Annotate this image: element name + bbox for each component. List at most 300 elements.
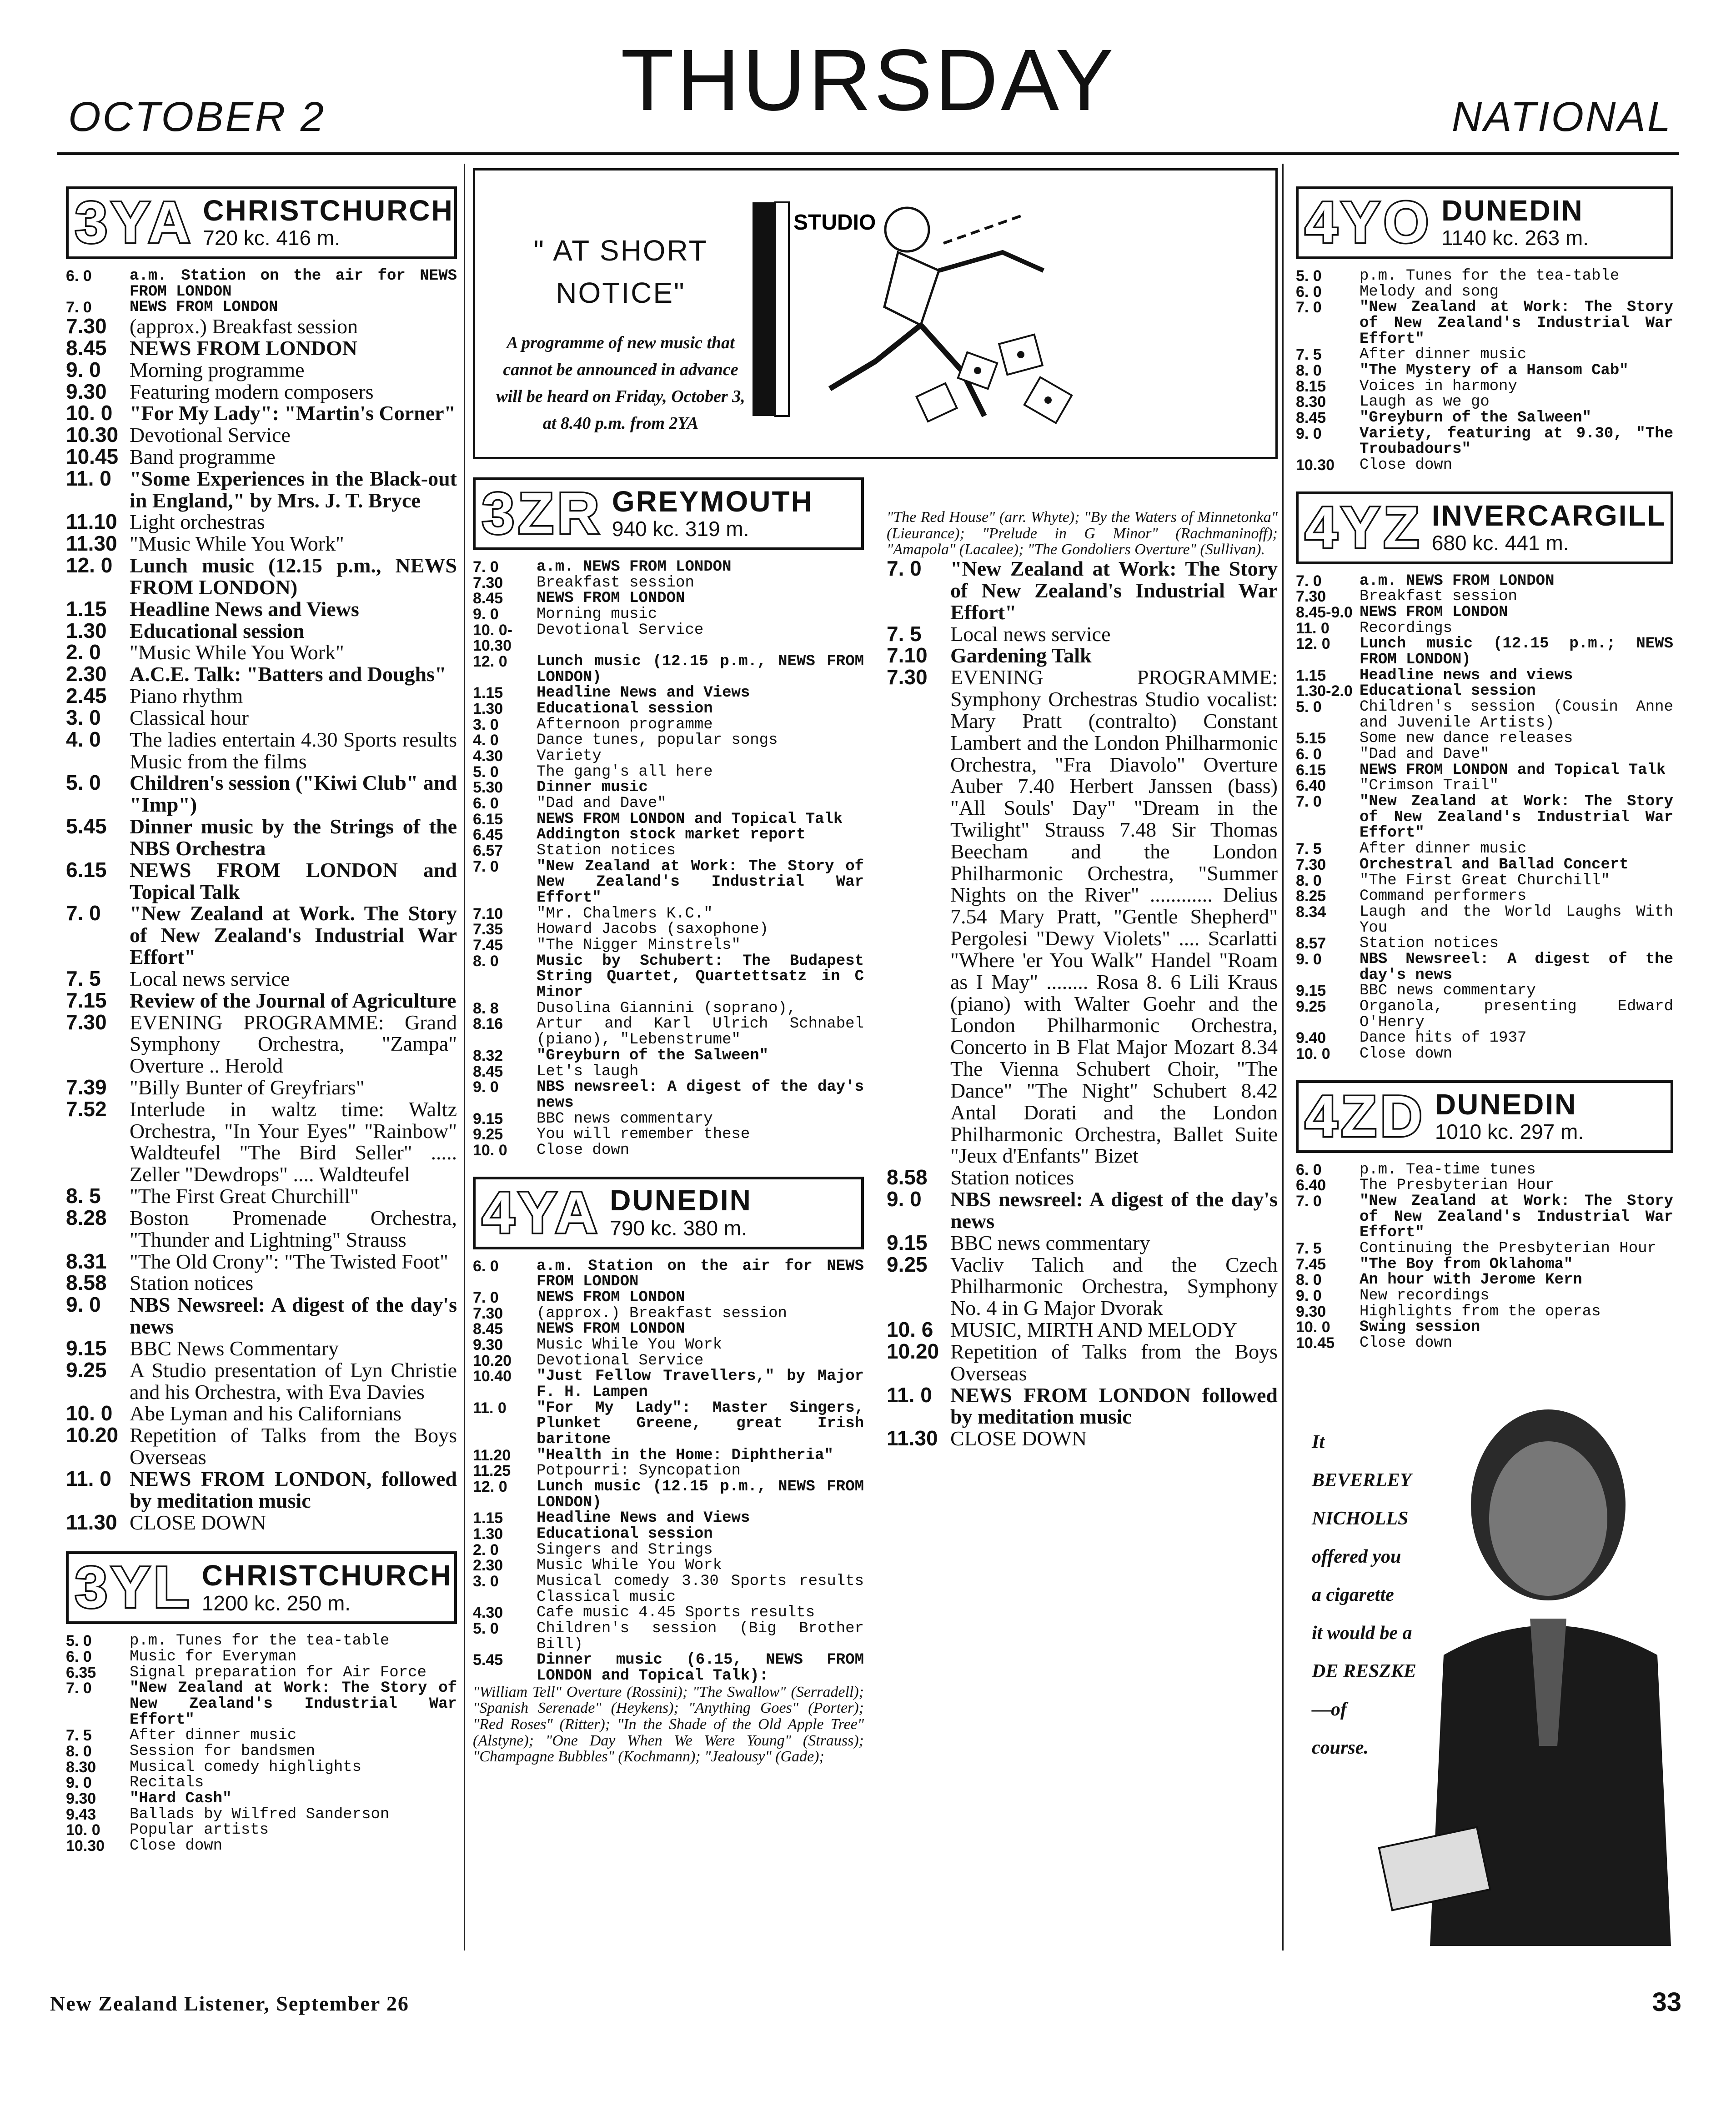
programme-row	[473, 1558, 864, 1574]
programme-time: 9.25	[66, 1358, 107, 1382]
programme-time: 5. 0	[66, 771, 101, 795]
programme-time: 8. 8	[473, 999, 499, 1017]
programme-time: 3. 0	[473, 1572, 499, 1590]
column-divider	[464, 164, 465, 1951]
programme-time: 7.52	[66, 1097, 107, 1121]
programme-time: 6.15	[66, 857, 107, 882]
programme-row	[473, 1353, 864, 1369]
programme-time: 3. 0	[66, 705, 101, 729]
programme-row	[1296, 888, 1673, 904]
programme-row	[66, 268, 457, 300]
programme-row	[473, 1016, 864, 1048]
programme-row	[66, 1822, 457, 1838]
programme-time: 8.58	[66, 1271, 107, 1295]
programme-row	[1296, 1319, 1673, 1335]
programme-title: The ladies entertain 4.30 Sports results Music from the films	[130, 727, 457, 773]
programme-title: a.m. NEWS FROM LONDON	[1360, 572, 1555, 590]
programme-time: 9. 0	[1296, 425, 1322, 442]
programme-title: "For My Lady": Master Singers, Plunket Greene, great Irish baritone	[537, 1399, 864, 1448]
programme-time: 8.32	[473, 1047, 503, 1064]
programme-row	[473, 1448, 864, 1464]
advert-line: offered you	[1312, 1546, 1401, 1567]
programme-title: (approx.) Breakfast session	[537, 1304, 787, 1322]
programme-title: Devotional Service	[130, 423, 291, 447]
programme-row	[473, 701, 864, 717]
programme-title: Light orchestras	[130, 510, 265, 534]
programme-time: 4. 0	[473, 732, 499, 749]
programme-title: NBS Newsreel: A digest of the day's news	[1360, 950, 1673, 984]
programme-row	[66, 1680, 457, 1728]
programme-time: 8.15	[1296, 377, 1326, 395]
programme-time: 7.45	[473, 937, 503, 954]
programme-time: 9.30	[1296, 1303, 1326, 1320]
programme-row	[1296, 1162, 1673, 1178]
programme-time: 8.25	[1296, 888, 1326, 905]
station-city: CHRISTCHURCH	[201, 1559, 453, 1592]
programme-time: 1.15	[66, 597, 107, 621]
programme-time: 7. 5	[887, 622, 922, 646]
programme-title: Organola, presenting Edward O'Henry	[1360, 998, 1673, 1031]
programme-time: 8.28	[66, 1205, 107, 1229]
programme-row	[1296, 605, 1673, 621]
programme-time: 10. 0-10.30	[473, 621, 512, 655]
programme-time: 8. 0	[66, 1743, 92, 1760]
programme-row	[473, 1064, 864, 1080]
programme-time: 11.30	[66, 1510, 117, 1534]
programme-title: Morning music	[537, 606, 657, 623]
programme-time: 9.30	[473, 1336, 503, 1354]
programme-row	[66, 1744, 457, 1760]
programme-row	[1296, 1272, 1673, 1288]
programme-title: Melody and song	[1360, 283, 1499, 301]
programme-time: 6.45	[473, 826, 503, 844]
programme-row	[1296, 268, 1673, 284]
programme-time: 2.45	[66, 684, 107, 708]
column-3	[887, 509, 1278, 1449]
programme-row	[66, 1207, 457, 1251]
programme-row	[66, 1665, 457, 1681]
programme-row	[1296, 573, 1673, 589]
programme-time: 9. 0	[1296, 1287, 1322, 1304]
station-info	[610, 1184, 752, 1242]
programme-row	[66, 1338, 457, 1359]
programme-time: 5. 0	[1296, 698, 1322, 716]
programme-row	[66, 990, 457, 1012]
programme-row	[1296, 857, 1673, 873]
programme-time: 6. 0	[473, 1257, 499, 1275]
programme-row	[473, 859, 864, 906]
programme-row	[473, 1048, 864, 1064]
programme-time: 7.30	[887, 665, 928, 689]
programme-title: NEWS FROM LONDON and Topical Talk	[537, 810, 843, 828]
man-leg	[830, 325, 921, 389]
programme-title: Children's session ("Kiwi Club" and "Imp")	[130, 771, 457, 817]
programme-time: 10. 0	[1296, 1319, 1330, 1336]
programme-title: Dance tunes, popular songs	[537, 732, 778, 749]
advert-line: it would be a	[1312, 1623, 1412, 1644]
programme-title: NEWS FROM LONDON	[537, 1320, 685, 1338]
programme-title: BBC news commentary	[950, 1231, 1150, 1254]
programme-title: Voices in harmony	[1360, 377, 1517, 395]
programme-title: Lunch music (12.15 p.m., NEWS FROM LONDON)	[537, 653, 864, 686]
programme-row	[66, 772, 457, 816]
programme-title: EVENING PROGRAMME: Symphony Orchestras Studio vocalist: Mary Pratt (contralto) Constant Lambert and the London Philharmonic Orchestra, "Fra Diavolo" Overture Auber 7.40 Herbert Janssen (bass) "All Souls' Day" "Dream in the Twilight" Strauss 7.48 Sir Thomas Beecham and the London Philharmonic Orchestra, "Summer Nights on the River" ............ Delius 7.54 Mary Pratt, "Gentle Shepherd" Pergolesi "Dewy Violets" .... Scarlatti "Where 'er You Walk" Handel "Roam as I May" ........ Rosa 8. 6 Lili Kraus (piano) with Walter Goehr and the London Philharmonic Orchestra, Concerto in B Flat Major Mozart 8.34 The Vienna Schubert Choir, "The Dance" "The Night" Schubert 8.42 Antal Dorati and the London Philharmonic Orchestra, Ballet Suite "Jeux d'Enfants" Bizet	[950, 666, 1278, 1168]
programme-time: 7.30	[1296, 856, 1326, 873]
programme-time: 11. 0	[1296, 619, 1330, 637]
programme-title: Vacliv Talich and the Czech Philharmonic Orchestra, Symphony No. 4 in G Major Dvorak	[950, 1253, 1278, 1320]
programme-list	[887, 558, 1278, 1449]
station-callsign: 3YL	[75, 1555, 193, 1620]
programme-row	[473, 1259, 864, 1290]
column-2	[473, 168, 882, 1765]
programme-time: 1.15	[473, 1509, 503, 1527]
programme-time: 6.40	[1296, 777, 1326, 795]
programme-row	[887, 1232, 1278, 1254]
programme-time: 12. 0	[1296, 635, 1330, 653]
programme-time: 2. 0	[66, 640, 101, 664]
advert-line: a cigarette	[1312, 1585, 1394, 1605]
programme-list	[1296, 1162, 1673, 1351]
running-man-illustration	[748, 189, 1121, 443]
programme-row	[1296, 363, 1673, 379]
programme-title: Lunch music (12.15 p.m.; NEWS FROM LONDON)	[1360, 635, 1673, 669]
programme-title: Howard Jacobs (saxophone)	[537, 921, 769, 938]
programme-list	[473, 559, 864, 1158]
programme-row	[887, 623, 1278, 645]
programme-title: MUSIC, MIRTH AND MELODY	[950, 1318, 1238, 1342]
programme-time: 1.15	[473, 684, 503, 702]
programme-title: Variety	[537, 747, 602, 765]
programme-title: Variety, featuring at 9.30, "The Troubadours"	[1360, 425, 1673, 458]
programme-title: Headline News and Views	[537, 684, 750, 702]
programme-row	[1296, 347, 1673, 363]
programme-row	[66, 1077, 457, 1098]
station-city: INVERCARGILL	[1431, 499, 1666, 532]
programme-title: Local news service	[130, 967, 290, 990]
programme-title: Educational session	[537, 700, 713, 718]
programme-row	[66, 1633, 457, 1649]
programme-time: 10. 0	[66, 401, 113, 425]
programme-title: Lunch music (12.15 p.m., NEWS FROM LONDON)	[130, 554, 457, 599]
programme-row	[66, 381, 457, 403]
programme-time: 9. 0	[1296, 950, 1322, 968]
programme-row	[66, 533, 457, 555]
programme-time: 5.30	[473, 779, 503, 797]
programme-title: Devotional Service	[537, 621, 704, 639]
programme-time: 5.45	[66, 814, 107, 838]
programme-time: 8. 0	[1296, 362, 1322, 380]
programme-title: "New Zealand at Work: The Story of New Zealand's Industrial War Effort"	[1360, 299, 1673, 348]
programme-row	[1296, 1304, 1673, 1320]
programme-title: "The Nigger Minstrels"	[537, 937, 741, 954]
station-info	[1435, 1088, 1584, 1146]
programme-row	[473, 622, 864, 654]
programme-title: Orchestral and Ballad Concert	[1360, 856, 1629, 873]
programme-row	[1296, 300, 1673, 347]
programme-time: 8. 0	[1296, 1271, 1322, 1289]
programme-title: p.m. Tunes for the tea-table	[1360, 267, 1620, 285]
programme-row	[473, 1574, 864, 1605]
programme-time: 9.30	[66, 1790, 96, 1808]
programme-row	[1296, 1241, 1673, 1257]
programme-time: 6.40	[1296, 1177, 1326, 1194]
programme-row	[473, 1337, 864, 1353]
programme-time: 7.15	[66, 988, 107, 1012]
station-header	[473, 477, 864, 550]
programme-time: 8.57	[1296, 935, 1326, 953]
programme-time: 6.57	[473, 842, 503, 860]
programme-title: Close down	[1360, 456, 1453, 474]
programme-title: "Hard Cash"	[130, 1790, 232, 1808]
programme-title: Boston Promenade Orchestra, "Thunder and Lightning" Strauss	[130, 1206, 457, 1251]
programme-list	[66, 1633, 457, 1854]
programme-row	[1296, 668, 1673, 684]
page-number: 33	[1652, 1987, 1681, 2017]
programme-time: 8.16	[473, 1015, 503, 1033]
programme-time: 6. 0	[1296, 746, 1322, 763]
programme-time: 7. 0	[887, 557, 922, 581]
programme-title: CLOSE DOWN	[130, 1510, 266, 1534]
programme-title: "Dad and Dave"	[1360, 746, 1490, 763]
programme-title: NEWS FROM LONDON and Topical Talk	[130, 858, 457, 903]
programme-row	[473, 559, 864, 575]
programme-time: 7. 0	[473, 558, 499, 576]
programme-time: 11.10	[66, 510, 117, 534]
programme-time: 7.30	[473, 574, 503, 592]
programme-title: Cafe music 4.45 Sports results	[537, 1604, 815, 1622]
station-3ya	[66, 186, 457, 1533]
programme-row	[473, 748, 864, 764]
programme-row	[66, 620, 457, 642]
programme-row	[1296, 747, 1673, 762]
programme-title: p.m. Tunes for the tea-table	[130, 1632, 390, 1650]
programme-row	[473, 1127, 864, 1143]
station-header	[1296, 1080, 1673, 1153]
programme-row	[473, 1605, 864, 1621]
programme-row	[1296, 457, 1673, 473]
programme-row	[1296, 794, 1673, 841]
programme-time: 9.43	[66, 1805, 96, 1823]
programme-title: Close down	[1360, 1045, 1453, 1063]
programme-title: Close down	[537, 1141, 630, 1159]
advert-line: course.	[1312, 1737, 1369, 1758]
programme-time: 8.30	[66, 1758, 96, 1776]
programme-time: 6.15	[473, 810, 503, 828]
programme-title: Signal preparation for Air Force	[130, 1664, 426, 1681]
man-head	[885, 208, 929, 251]
programme-row	[66, 1760, 457, 1775]
programme-row	[66, 1512, 457, 1534]
programme-time: 8. 0	[473, 952, 499, 970]
ad-title-line: NOTICE"	[556, 276, 686, 309]
column-4	[1296, 168, 1673, 1351]
programme-row	[66, 1468, 457, 1512]
programme-time: 10.30	[66, 1837, 105, 1855]
programme-row	[473, 827, 864, 843]
programme-row	[1296, 1030, 1673, 1046]
programme-time: 9.25	[1296, 998, 1326, 1015]
programme-time: 7. 0	[473, 857, 499, 875]
programme-title: Let's laugh	[537, 1063, 639, 1080]
programme-title: Continuing the Presbyterian Hour	[1360, 1239, 1656, 1257]
programme-title: Station notices	[130, 1271, 254, 1295]
programme-time: 12. 0	[473, 1478, 507, 1495]
programme-time: 5.15	[1296, 730, 1326, 747]
programme-time: 10. 6	[887, 1318, 933, 1342]
programme-time: 11.30	[887, 1426, 938, 1450]
station-info	[202, 1559, 453, 1617]
programme-title: BBC News Commentary	[130, 1336, 339, 1360]
programme-title: Headline News and Views	[130, 597, 359, 621]
station-callsign: 4YZ	[1305, 495, 1423, 560]
programme-time: 9.15	[887, 1230, 928, 1254]
programme-row	[1296, 1178, 1673, 1193]
studio-sign: STUDIO	[793, 211, 876, 235]
programme-row	[1296, 762, 1673, 778]
header-rule	[57, 152, 1679, 155]
station-frequency: 1140 kc. 263 m.	[1441, 226, 1589, 250]
programme-row	[473, 812, 864, 827]
programme-time: 6. 0	[1296, 1161, 1322, 1178]
station-4yo	[1296, 186, 1673, 473]
programme-title: NEWS FROM LONDON	[130, 299, 278, 316]
programme-title: a.m. Station on the air for NEWS FROM LONDON	[130, 267, 457, 301]
programme-time: 10. 0	[473, 1141, 507, 1159]
station-header	[1296, 491, 1673, 564]
programme-row	[66, 663, 457, 685]
ad-title	[493, 230, 748, 314]
programme-time: 9.15	[1296, 982, 1326, 1000]
programme-time: 8.34	[1296, 903, 1326, 921]
programme-row	[473, 575, 864, 591]
programme-time: 8.45-9.0	[1296, 604, 1353, 622]
programme-title: a.m. Station on the air for NEWS FROM LONDON	[537, 1257, 864, 1291]
programme-time: 6. 0	[66, 1648, 92, 1666]
programme-row	[473, 1510, 864, 1526]
programme-row	[887, 667, 1278, 1167]
programme-row	[1296, 778, 1673, 794]
programme-row	[66, 598, 457, 620]
programme-row	[473, 1463, 864, 1479]
programme-row	[473, 906, 864, 922]
man-arm	[939, 252, 1044, 271]
programme-row	[887, 558, 1278, 623]
programme-row	[887, 645, 1278, 667]
programme-title: Station notices	[1360, 935, 1499, 953]
programme-title: "Greyburn of the Salween"	[1360, 409, 1592, 427]
station-3zr	[473, 477, 864, 1158]
programme-time: 10.20	[887, 1339, 939, 1363]
programme-time: 7. 0	[1296, 299, 1322, 316]
programme-title: Close down	[130, 1837, 223, 1855]
programme-list	[473, 1259, 864, 1684]
station-city: DUNEDIN	[610, 1184, 752, 1217]
programme-title: Music for Everyman	[130, 1648, 297, 1666]
programme-title: a.m. NEWS FROM LONDON	[537, 558, 732, 576]
programme-time: 7.30	[473, 1304, 503, 1322]
programme-time: 11.30	[66, 532, 117, 556]
programme-list	[66, 268, 457, 1533]
programme-row	[66, 337, 457, 359]
programme-title: NBS Newsreel: A digest of the day's news	[130, 1293, 457, 1339]
programme-row	[473, 938, 864, 953]
programme-time: 6.35	[66, 1664, 96, 1681]
programme-time: 5. 0	[473, 1620, 499, 1637]
programme-title: Band programme	[130, 445, 276, 468]
programme-time: 2. 0	[473, 1541, 499, 1559]
programme-row	[1296, 983, 1673, 999]
record-dot	[1044, 396, 1052, 404]
programme-title: Classical hour	[130, 706, 249, 729]
programme-row	[66, 816, 457, 859]
programme-row	[1296, 952, 1673, 983]
programme-title: Laugh as we go	[1360, 393, 1490, 411]
programme-time: 8. 0	[1296, 872, 1322, 889]
programme-title: Headline News and Views	[537, 1509, 750, 1527]
programme-row	[473, 1526, 864, 1542]
programme-time: 7.30	[66, 314, 107, 338]
programme-title: NEWS FROM LONDON, followed by meditation music	[130, 1467, 457, 1512]
programme-row	[1296, 936, 1673, 952]
programme-row	[887, 1341, 1278, 1384]
programme-row	[66, 1251, 457, 1273]
programme-time: 1.30-2.0	[1296, 682, 1353, 700]
programme-row	[66, 1791, 457, 1807]
programme-title: Morning programme	[130, 358, 305, 381]
programme-title: BBC news commentary	[537, 1110, 713, 1128]
station-callsign: 3ZR	[482, 481, 603, 546]
dinner-music-list: "William Tell" Overture (Rossini); "The Swallow" (Serradell); "Spanish Serenade" (Heykens); "Anything Goes" (Porter); "Red Roses" (Ritter); "In the Shade of the Old Apple Tree" (Alstyne); "One Day When We Were Young" (Strauss); "Champagne Bubbles" (Kochmann); "Jealousy" (Gade);	[473, 1683, 864, 1765]
programme-time: 8.45	[473, 590, 503, 607]
programme-time: 7. 5	[1296, 346, 1322, 364]
programme-row	[1296, 1046, 1673, 1062]
programme-row	[1296, 904, 1673, 936]
programme-row	[1296, 636, 1673, 667]
programme-row	[473, 922, 864, 938]
programme-title: "New Zealand at Work: The Story of New Zealand's Industrial War Effort"	[1360, 1192, 1673, 1242]
programme-time: 7. 5	[1296, 1239, 1322, 1257]
programme-title: Music by Schubert: The Budapest String Quartet, Quartettsatz in C Minor	[537, 952, 864, 1002]
programme-title: "Billy Bunter of Greyfriars"	[130, 1076, 365, 1099]
programme-row	[473, 843, 864, 859]
day-heading: THURSDAY	[621, 31, 1116, 129]
programme-row	[1296, 284, 1673, 300]
programme-time: 9. 0	[473, 606, 499, 623]
programme-row	[473, 1621, 864, 1652]
programme-title: A.C.E. Talk: "Batters and Doughs"	[130, 662, 447, 686]
programme-row	[473, 732, 864, 748]
programme-time: 9. 0	[66, 357, 101, 381]
station-city: DUNEDIN	[1441, 194, 1584, 227]
station-info	[612, 485, 813, 543]
programme-title: Devotional Service	[537, 1352, 704, 1369]
programme-row	[473, 591, 864, 607]
programme-title: "Dad and Dave"	[537, 795, 667, 812]
station-frequency: 720 kc. 416 m.	[203, 226, 340, 250]
station-4ya	[473, 1177, 864, 1765]
advert-line: —of	[1312, 1699, 1347, 1720]
programme-time: 7. 0	[1296, 1192, 1322, 1210]
programme-title: NEWS FROM LONDON	[537, 1289, 685, 1306]
programme-time: 8.45	[1296, 409, 1326, 427]
programme-row	[473, 1542, 864, 1558]
programme-title: Close down	[1360, 1334, 1453, 1352]
programme-row	[66, 446, 457, 468]
programme-time: 2.30	[66, 662, 107, 686]
programme-row	[887, 1167, 1278, 1188]
programme-time: 9. 0	[66, 1774, 92, 1792]
programme-time: 1.30	[473, 700, 503, 718]
